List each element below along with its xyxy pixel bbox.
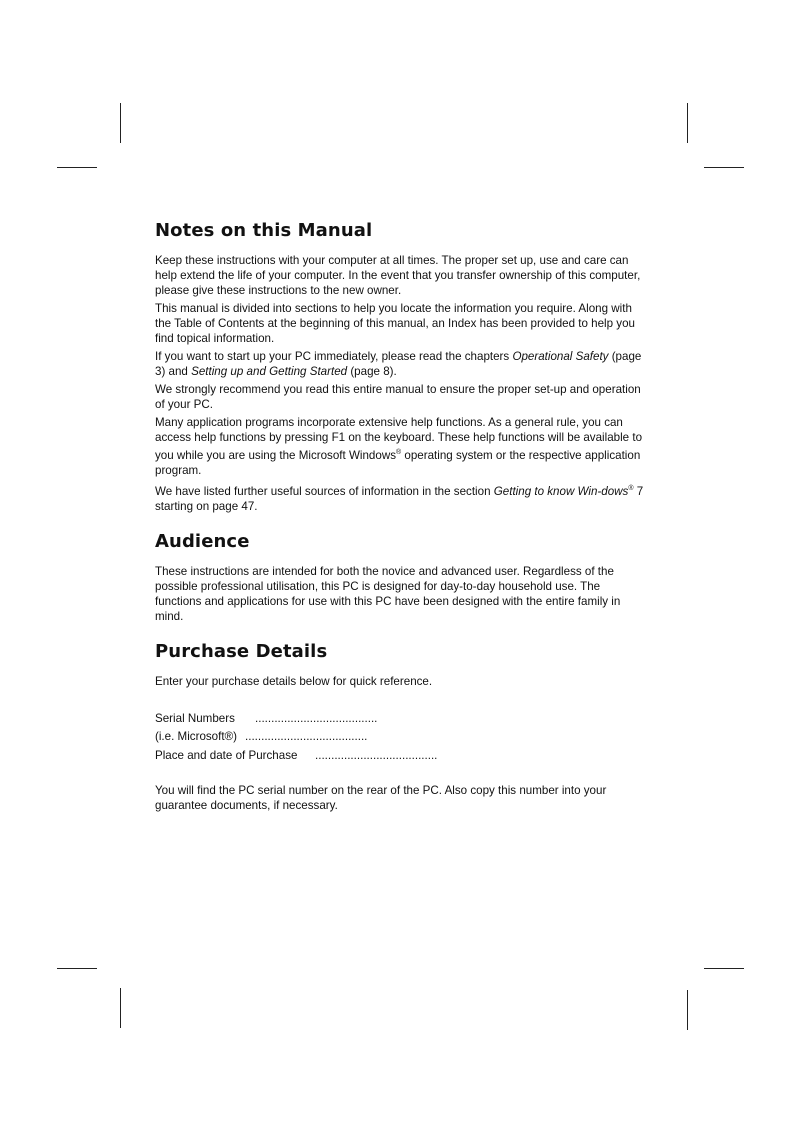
crop-mark-bottom-right-vertical bbox=[687, 990, 688, 1030]
serial-footer-note: You will find the PC serial number on the rear of the PC. Also copy this number into your guarantee documents, if necessary. bbox=[155, 784, 607, 813]
notes-paragraph-5: Many application programs incorporate extensive help functions. As a general rule, you can access help functions by pressing F1 on the keyboard. These help functions will be available to you while you are using the Microsoft Windows® operating system or the respective application program. bbox=[155, 416, 643, 477]
audience-paragraph: These instructions are intended for both the novice and advanced user. Regardless of the possible professional utilisation, this PC is designed for day-to-day household use. The functions and applications for use with this PC have been designed with the entire family in mind. bbox=[155, 564, 621, 623]
microsoft-row bbox=[155, 728, 645, 747]
notes-paragraph-3: If you want to start up your PC immediately, please read the chapters Operational Safety (page 3) and Setting up and Getting Started (page 8). bbox=[155, 350, 642, 378]
audience-heading: Audience bbox=[155, 530, 250, 552]
crop-mark-top-left-horizontal bbox=[57, 167, 97, 168]
purchase-place-label: Place and date of Purchase bbox=[155, 748, 298, 762]
purchase-place-row bbox=[155, 747, 645, 766]
page-content bbox=[155, 220, 645, 816]
serial-numbers-blank: ...................................... bbox=[255, 711, 378, 725]
crop-mark-bottom-left-horizontal bbox=[57, 968, 97, 969]
notes-paragraph-6: We have listed further useful sources of information in the section Getting to know Win-dows® 7 starting on page 47. bbox=[155, 484, 644, 513]
notes-paragraph-4: We strongly recommend you read this entire manual to ensure the proper set-up and operation of your PC. bbox=[155, 383, 641, 411]
crop-mark-top-left-vertical bbox=[120, 103, 121, 143]
purchase-intro: Enter your purchase details below for quick reference. bbox=[155, 674, 433, 688]
setting-up-ref: Setting up and Getting Started bbox=[191, 365, 348, 378]
purchase-heading: Purchase Details bbox=[155, 640, 328, 662]
notes-heading: Notes on this Manual bbox=[155, 220, 373, 241]
crop-mark-top-right-horizontal bbox=[704, 167, 744, 168]
crop-mark-top-right-vertical bbox=[687, 103, 688, 143]
crop-mark-bottom-right-horizontal bbox=[704, 968, 744, 969]
microsoft-label: (i.e. Microsoft®) bbox=[155, 730, 237, 744]
serial-numbers-label: Serial Numbers bbox=[155, 711, 235, 725]
notes-paragraph-2: This manual is divided into sections to help you locate the information you require. Along with the Table of Contents at the beginning of this manual, an Index has been provided to help you find topical information. bbox=[155, 302, 635, 345]
getting-to-know-windows-ref: Getting to know Win-dows bbox=[493, 484, 629, 498]
crop-mark-bottom-left-vertical bbox=[120, 988, 121, 1028]
operational-safety-ref: Operational Safety bbox=[512, 350, 609, 363]
microsoft-blank: ...................................... bbox=[245, 730, 368, 744]
purchase-place-blank: ...................................... bbox=[315, 748, 438, 762]
serial-numbers-row bbox=[155, 710, 645, 729]
notes-paragraph-1: Keep these instructions with your computer at all times. The proper set up, use and care can help extend the life of your computer. In the event that you transfer ownership of this computer, please give these instructions to the new owner. bbox=[155, 254, 641, 297]
